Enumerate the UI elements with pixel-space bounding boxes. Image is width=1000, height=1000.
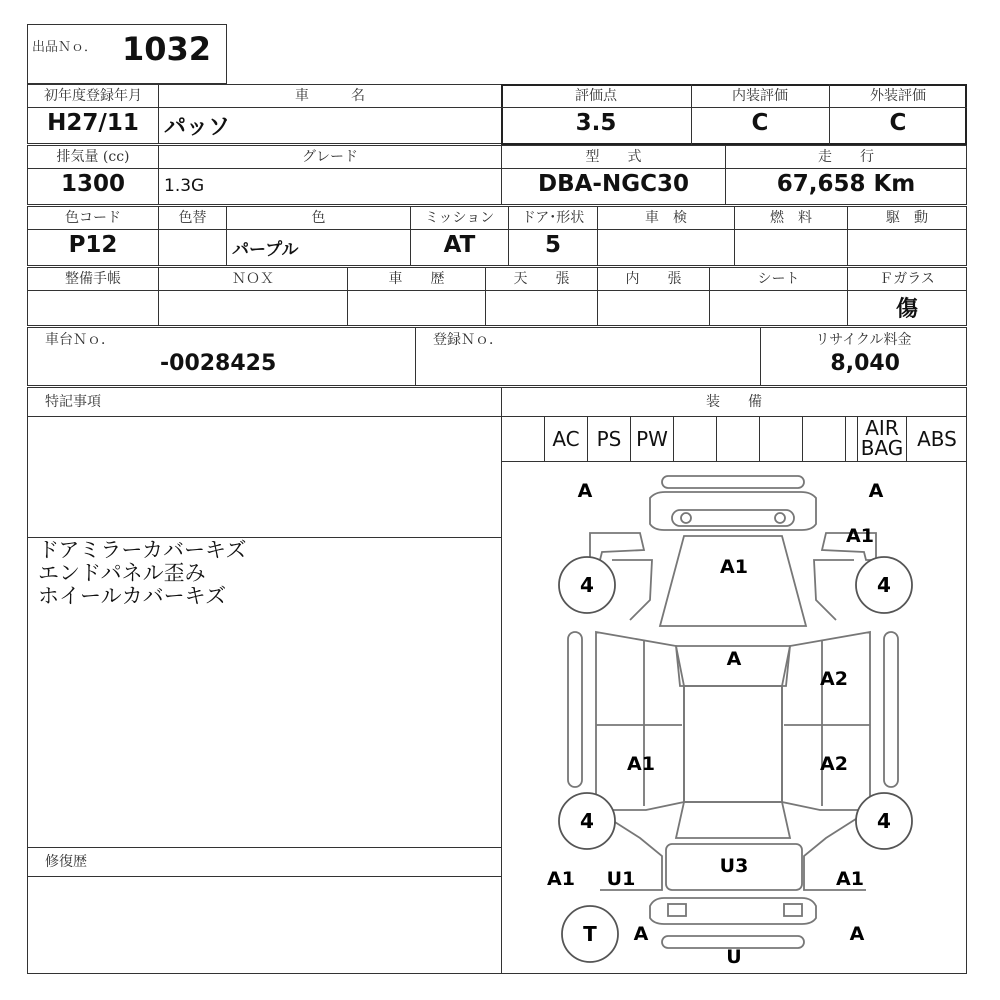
grade-value: 1.3G bbox=[164, 176, 205, 196]
recycle-fee-value: 8,040 bbox=[830, 351, 900, 376]
chassis-value: -0028425 bbox=[160, 351, 277, 376]
rear-bumper bbox=[650, 898, 816, 924]
maintenance-book-label: 整備手帳 bbox=[65, 271, 121, 287]
lot-label: 出品Ｎｏ． bbox=[32, 40, 98, 55]
score-label: 評価点 bbox=[575, 88, 617, 104]
fender-right-arc bbox=[814, 560, 854, 620]
displacement-label: 排気量 (cc) bbox=[56, 149, 130, 165]
mission-value: AT bbox=[443, 232, 476, 258]
right-side-body bbox=[782, 632, 870, 810]
door-shape-value: 5 bbox=[544, 232, 561, 258]
color-code-label: 色コード bbox=[65, 210, 121, 226]
rear-lamp-left bbox=[668, 904, 686, 916]
exterior-grade-label: 外装評価 bbox=[870, 88, 926, 104]
interior-lining-label: 内 張 bbox=[625, 271, 682, 287]
damage-mark: A1 bbox=[720, 556, 748, 578]
drive-label: 駆 動 bbox=[886, 210, 928, 226]
right-step bbox=[884, 632, 898, 787]
displacement-value: 1300 bbox=[60, 171, 125, 197]
damage-mark: U bbox=[726, 946, 742, 968]
front-glass-value: 傷 bbox=[895, 297, 918, 322]
left-side-body bbox=[596, 632, 684, 810]
rear-lamp-right bbox=[784, 904, 802, 916]
damage-mark: A1 bbox=[846, 525, 874, 547]
damage-mark: A2 bbox=[820, 668, 848, 690]
equipment-item: PS bbox=[587, 416, 630, 462]
interior-grade-value: C bbox=[751, 110, 769, 136]
recolor-label: 色替 bbox=[178, 210, 207, 226]
damage-mark: A bbox=[849, 923, 865, 945]
note-line: ドアミラーカバーキズ bbox=[38, 538, 247, 562]
score-value: 3.5 bbox=[575, 110, 617, 136]
nox-label: ＮＯＸ bbox=[232, 271, 274, 287]
left-step bbox=[568, 632, 582, 787]
chassis-label: 車台Ｎｏ． bbox=[45, 332, 115, 348]
car-name-value: パッソ bbox=[164, 115, 231, 140]
mileage-value: 67,658 Km bbox=[776, 171, 916, 197]
roof bbox=[684, 686, 782, 802]
recycle-fee-label: リサイクル料金 bbox=[815, 332, 912, 348]
damage-mark: A bbox=[868, 480, 884, 502]
fog-lamp-right bbox=[775, 513, 785, 523]
fender-left-arc bbox=[612, 560, 652, 620]
note-line: エンドパネル歪み bbox=[38, 561, 206, 585]
equipment-item: AIR BAG bbox=[857, 416, 906, 462]
roof-lining-label: 天 張 bbox=[513, 271, 570, 287]
damage-mark: A2 bbox=[820, 753, 848, 775]
lot-number: 1032 bbox=[122, 30, 212, 68]
tire-label-fl: 4 bbox=[580, 573, 594, 597]
damage-mark: A1 bbox=[627, 753, 655, 775]
front-glass-label: Ｆガラス bbox=[879, 271, 935, 287]
damage-mark: A bbox=[577, 480, 593, 502]
damage-mark: U3 bbox=[719, 855, 749, 877]
door-shape-label: ドア･形状 bbox=[521, 210, 585, 226]
color-code-value: P12 bbox=[68, 232, 118, 258]
exterior-grade-value: C bbox=[889, 110, 907, 136]
notes-label: 特記事項 bbox=[45, 394, 101, 410]
front-bumper-top bbox=[662, 476, 804, 488]
reg-date-label: 初年度登録年月 bbox=[44, 88, 142, 104]
damage-mark: A bbox=[726, 648, 742, 670]
damage-mark: U1 bbox=[606, 868, 636, 890]
damage-marks bbox=[547, 480, 884, 968]
reg-date-value: H27/11 bbox=[47, 110, 139, 136]
mileage-label: 走 行 bbox=[818, 149, 874, 165]
interior-grade-label: 内装評価 bbox=[732, 88, 788, 104]
registration-no-label: 登録Ｎｏ． bbox=[433, 332, 503, 348]
car-name-label: 車 名 bbox=[295, 88, 365, 104]
equipment-item: AC bbox=[544, 416, 587, 462]
car-history-label: 車 歴 bbox=[388, 271, 445, 287]
note-line: ホイールカバーキズ bbox=[38, 584, 227, 608]
seat-label: シート bbox=[757, 271, 800, 287]
tire-label-fr: 4 bbox=[877, 573, 891, 597]
damage-mark: A bbox=[633, 923, 649, 945]
model-label: 型 式 bbox=[585, 149, 642, 165]
damage-mark: A1 bbox=[547, 868, 575, 890]
hood bbox=[660, 536, 806, 626]
fog-lamp-left bbox=[681, 513, 691, 523]
damage-mark: A1 bbox=[836, 868, 864, 890]
color-label: 色 bbox=[311, 210, 326, 226]
model-value: DBA-NGC30 bbox=[538, 171, 689, 197]
tire-label-rl: 4 bbox=[580, 809, 594, 833]
inspection-label: 車 検 bbox=[645, 210, 687, 226]
equipment-label: 装 備 bbox=[706, 394, 762, 410]
color-value: パープル bbox=[232, 240, 299, 260]
rear-window bbox=[676, 802, 790, 838]
grade-label: グレード bbox=[302, 149, 358, 165]
tire-label-spare: T bbox=[583, 922, 597, 946]
equipment-item: PW bbox=[630, 416, 673, 462]
front-fender-left bbox=[590, 533, 644, 560]
fuel-label: 燃 料 bbox=[770, 210, 812, 226]
mission-label: ミッション bbox=[424, 210, 495, 226]
tire-label-rr: 4 bbox=[877, 809, 891, 833]
repair-history-label: 修復歴 bbox=[45, 854, 87, 870]
equipment-item: ABS bbox=[906, 416, 967, 462]
tires bbox=[559, 557, 912, 962]
